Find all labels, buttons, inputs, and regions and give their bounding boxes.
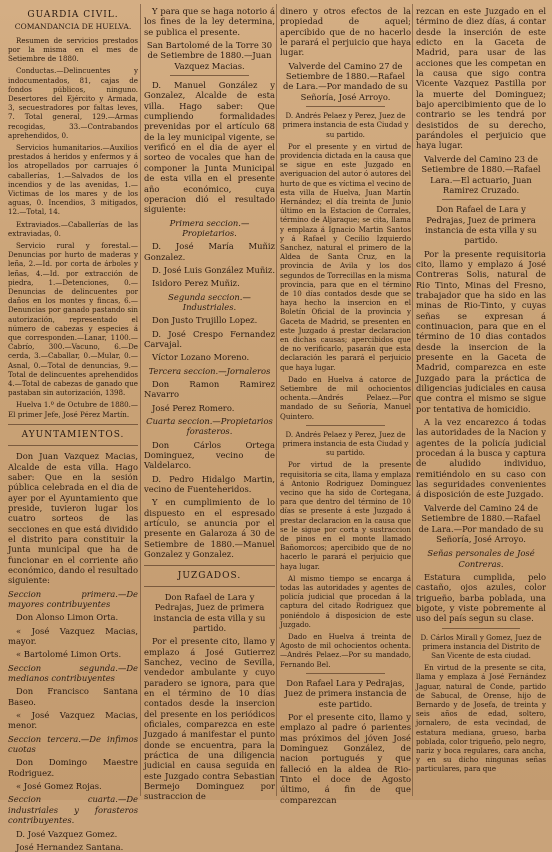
conductas-text: Conductas.—Delincuentes y indocumentados, 81, cajas de fondos públicos, ninguno. Desertores del Ejército y Armada, 3, secuestradores por faltas leves, 7. Total general, 129.—Armas recogidas, 33.—Contrabandos aprehendidos, 0. <box>8 66 138 140</box>
divider <box>144 586 275 587</box>
column-rule <box>140 4 141 796</box>
column-3 <box>280 6 411 805</box>
auxilios-text: Servicios humanitarios.—Auxilios prestados á heridos y enfermos y á los atropellados por carruajes ó caballerías, 1.—Salvados de los incendios y de las avenidas, 1.—Victimas de los mares y de los aguas, 0. Incendios, 3 mitigados, 12.—Total, 14. <box>8 142 138 217</box>
divider <box>306 673 385 674</box>
section-heading-guardia-civil: GUARDIA CIVIL. <box>27 10 119 20</box>
signature-line: Dado en Huelva á treinta de Agosto de mil ochocientos ochenta.—Andrés Pelaez.—Por su mandado, Fernando Bel. <box>280 632 411 669</box>
paragraph: D. Manuel González y Gonzalez, Alcalde de esta villa. Hago saber: Que cumpliendo formalidades prevenidas por el artículo 68 de la ley municipal vigente, se verificó en el dia de ayer el sorteo de vocales que han de componer la Junta Municipal de esta villa en el presente año económico, cuya operacion dió el resultado siguiente: <box>144 80 275 215</box>
senas-title: Señas personales de José Contreras. <box>427 548 535 569</box>
signature-line: Valverde del Camino 24 de Setiembre de 1880.—Rafael de Lara.—Por mandado de su Señoría, José Arroyo. <box>418 502 544 544</box>
name-line: Don Ramon Ramirez Navarro <box>144 379 275 400</box>
name-line: Isidoro Perez Muñiz. <box>152 278 240 289</box>
resumen-text: Resumen de servicios prestados por la misma en el mes de Setiembre de 1880. <box>8 35 138 64</box>
column-2 <box>144 6 276 802</box>
name-line: Don Domingo Maestre Rodriguez. <box>8 757 138 778</box>
column-4 <box>416 6 546 796</box>
name-line: Don Francisco Santana Baseo. <box>8 686 138 707</box>
section-heading-juzgados: JUZGADOS. <box>177 570 242 581</box>
paragraph: rezcan en este Juzgado en el término de diez días, á contar desde la inserción de este edicto en la Gaceta de Madrid, para usar de las acciones que les competan en la causa que sigo contra Vicente Vazquez Pastilla por la muerte del Dominguez; bajo apercibimiento que de lo contrario se les tendrá por desistidos de su derecho, parándoles el perjuicio que haya lugar. <box>416 6 546 151</box>
notice-title: Don Rafael de Lara y Pedrajas, Juez de primera instancia de esta villa y su partido. <box>425 204 537 246</box>
name-line: D. José Vazquez Gomez. <box>16 828 118 839</box>
column-rule <box>276 4 277 796</box>
column-rule <box>412 4 413 796</box>
paragraph: Por el presente cito, llamo y emplazo á José Gutierrez Sanchez, vecino de Sevilla, vendedor ambulante y cuyo paradero se ignora, para que en el término de 10 días contados desde la insercion del presente en los periódicos oficiales, comparezca en este Juzgado á manifestar el punto donde se encuentra, para la práctica de una diligencia judicial en causa seguida en este Juzgado contra Sebastian Bermejo Dominguez por sustraccion de <box>144 636 275 802</box>
guardia-date: Huelva 1.º de Octubre de 1880.—El primer Jefe, José Pérez Martín. <box>8 400 138 419</box>
ayuntamiento-body: Don Juan Vazquez Macias, Alcalde de esta villa. Hago saber: Que en la sesión pública celebrada en el dia de ayer por el Ayuntamiento que preside, tuvieron lugar los cuatro sorteos de las secciones en que está dividido el distrito para constituir la Junta municipal que ha de funcionar en el corriente año económico, dando el resultado siguiente: <box>8 451 139 586</box>
name-line: D. José Luis González Muñiz. <box>152 264 276 275</box>
paragraph: Por virtud de la presente requisitoria se cita, llama y emplaza á Antonio Rodriguez Dominguez vecino que ha sido de Cortegana, para que dentro del término de 10 días se presente á este Juzgado á prestar declaracion en la causa que se le sigue por corta y sustraccion de pinos en el monte llamado Bañomorcos; apercibido que de no hacerlo le parará el perjuicio que haya lugar. <box>280 460 411 571</box>
name-line: D. Pedro Hidalgo Martin, vecino de Fuenteheridos. <box>144 473 275 495</box>
divider <box>306 106 385 107</box>
paragraph: Por la presente requisitoria cito, llamo y emplazo á José Contreras Solis, natural de Rio Tinto, Minas del Fresno, trabajador que ha sido en las minas de Rio-Tinto, y cuyas señas se expresan á continuacion, para que en el término de 10 dias contados desde la insercion de la presente en la Gaceta de Madrid, comparezca en este Juzgado para la práctica de diligencias judiciales en causa que contra el mismo se sigue por tentativa de homicidio. <box>416 248 546 414</box>
name-line: Don Justo Trujillo Lopez. <box>152 315 258 326</box>
seccion-title: Seccion tercera.—De infimos cuotas <box>8 733 138 755</box>
seccion-title: Primera seccion.—Propietarios. <box>169 217 250 238</box>
name-line: D. José Crespo Fernandez Carvajal. <box>144 328 275 349</box>
signature-line: Valverde del Camino 27 de Setiembre de 1880.—Rafael de Lara.—Por mandado de su Señoría, José Arroyo. <box>283 60 408 102</box>
paragraph: Estatura cumplida, pelo castaño, ojos azules, color trigueño, barba poblada, una bigote, y viste pobremente al uso del país segun su clase. <box>416 571 546 624</box>
name-line: José Hernandez Santana. <box>16 841 124 852</box>
divider <box>442 199 520 200</box>
name-line: « José Vazquez Macias, menor. <box>8 710 138 731</box>
name-line: « Bartolomé Limon Orts. <box>16 649 122 660</box>
divider <box>170 75 249 76</box>
paragraph: A la vez encarezco á todas las autoridades de la Nacion y agentes de la policía judicial procedan á la busca y captura de aludido individuo, remitiéndolo en su caso con las seguridades convenientes á disposición de este Juzgado. <box>416 417 546 500</box>
name-line: Víctor Lozano Moreno. <box>152 352 250 363</box>
seccion-title: Tercera seccion.—Jornaleros <box>148 365 271 376</box>
paragraph: dinero y otros efectos de la propiedad de aquel; apercibido que de no hacerlo le parará el perjuicio que haya lugar. <box>280 6 411 58</box>
name-line: José Perez Romero. <box>152 402 235 413</box>
name-line: D. José María Muñiz Gonzalez. <box>144 241 275 262</box>
divider <box>8 424 138 425</box>
seccion-title: Seccion segunda.—De medianos contribuyentes <box>8 662 138 684</box>
paragraph: Por el presente cito, llamo y emplazo al padre ó parientes mas próximos del jóven José Dominguez González, de nacion portugués y que falleció en la aldea de Rio-Tinto el doce de Agosto último, á fin de que comparezcan <box>280 711 411 805</box>
notice-title: Don Rafael de Lara y Pedrajas, Juez de primera instancia de esta villa y su partido. <box>153 591 266 633</box>
signature-line: San Bartolomé de la Torre 30 de Setiembre de 1880.—Juan Vazquez Macias. <box>146 40 273 71</box>
seccion-title: Seccion primera.—De mayores contribuyentes <box>8 588 138 609</box>
signature-line: Dado en Huelva á catorce de Setiembre de mil ochocientos ochenta.—Andrés Pelaez.—Por mandado de su Señoría, Manuel Quintero. <box>280 374 411 421</box>
divider <box>144 565 275 566</box>
signature-line: Valverde del Camino 23 de Setiembre de 1880.—Rafael Lara.—El actuario, Juan Ramirez Cruzado. <box>421 153 541 195</box>
rural-text: Servicio rural y forestal.—Denuncias por hurto de maderas y leña, 2.—Id. por corta de árboles y leñas, 4.—Id. por extracción de piedra, 1.—Detenciones, 0.—Denuncias de delincuentes por daños en los montes y fincas, 6.—Denuncias por ganado pastando sin autorización, representado el número de cabezas y especies á que corresponden.—Lanar, 1100.—Cabrío, 300.—Vacuno, 6.—De cerda, 3.—Caballar, 0.—Mular, 0.—Asnal, 0.—Total de denuncias, 9.—Total de delincuentes aprehendidos 4.—Total de cabezas de ganado que pastaban sin autorización, 1398. <box>8 240 138 398</box>
divider <box>306 425 385 426</box>
name-line: Don Alonso Limon Orta. <box>16 612 119 623</box>
seccion-title: Seccion cuarta.—De industriales y forasteros contribuyentes. <box>8 794 138 826</box>
notice-title: D. Cárlos Mirall y Gomez, Juez de primera instancia del Distrito de San Vicente de esta ciudad. <box>420 632 542 660</box>
name-line: « José Vazquez Macias, mayor. <box>8 625 138 646</box>
paragraph: Y para que se haga notorio á los fines de la ley determina, se publica el presente. <box>144 6 275 37</box>
paragraph: Y en cumplimiento de lo dispuesto en el espresado artículo, se anuncia por el presente en Galaroza á 30 de Setiembre de 1880.—Manuel Gonzalez y Gonzalez. <box>144 497 275 560</box>
paragraph: Por el presente y en virtud de providencia dictada en la causa que se sigue en este Juzgado en averiguacion del autor ó autores del hurto de que es víctima el vecino de esta villa de Huelva, Juan Martín Hernández; el día treinta de Junio último en la Estacion de Corrales, término de Aljaraque; se cita, llama y emplaza á Ignacio Martin Santos y á Rafael y Cecilio Izquierdo Sanchez, natural el primero de la Aldea de Santa Cruz, en la provincia de Avila y los dos segundos de Torrecillas en la misma provincia, para que en el término de 10 días contados desde que se haya hecho la insercion en el Boletín Oficial de la provincia y Gaceta de Madrid, se presenten en este Juzgado á prestar declaracion en dichas causas; apercibidos que de no verificarlo, pasarán que esta declaración les parará el perjuicio que haya lugar. <box>280 141 411 372</box>
divider <box>8 445 138 446</box>
name-line: « José Gomez Rojas. <box>16 781 102 792</box>
seccion-title: Segunda seccion.—Industriales. <box>168 291 251 312</box>
paragraph: En virtud de la presente se cita, llama y emplaza á José Fernández Jaguar, natural de Conde, partido de Sabucal, de Orense, hijo de Bernardo y de Josefa, de treinta y seis años de edad, soltero, jornalero, de esta vecindad, de estatura mediana, grueso, barba poblada, color trigueño, pelo negro, nariz y boca regulares, cara ancha, y en su dicho ningunas señas particulares, para que <box>416 663 546 774</box>
notice-title: Don Rafael Lara y Pedrajas, Juez de primera instancia de este partido. <box>284 677 407 709</box>
column-1 <box>8 6 139 852</box>
extraviados-text: Extraviados.—Caballerías de las extraviadas, 0. <box>8 219 138 238</box>
paragraph: Al mismo tiempo se encarga á todas las autoridades y agentes de policía judicial que procedan á la captura del citado Rodriguez que poniéndolo á disposicion de este Juzgado. <box>280 573 411 629</box>
section-heading-ayuntamientos: AYUNTAMIENTOS. <box>21 429 125 440</box>
notice-title: D. Andrés Pelaez y Perez, Juez de primera instancia de esta Ciudad y su partido. <box>282 429 409 458</box>
notice-title: D. Andrés Pelaez y Perez, Juez de primera instancia de esta Ciudad y su partido. <box>282 111 409 139</box>
seccion-title: Cuarta seccion.—Propietarios forasteros. <box>146 416 273 437</box>
name-line: Don Cárlos Ortega Dominguez, vecino de Valdelarco. <box>144 439 275 471</box>
subheading-comandancia: COMANDANCIA DE HUELVA. <box>14 22 132 32</box>
divider <box>442 628 520 629</box>
